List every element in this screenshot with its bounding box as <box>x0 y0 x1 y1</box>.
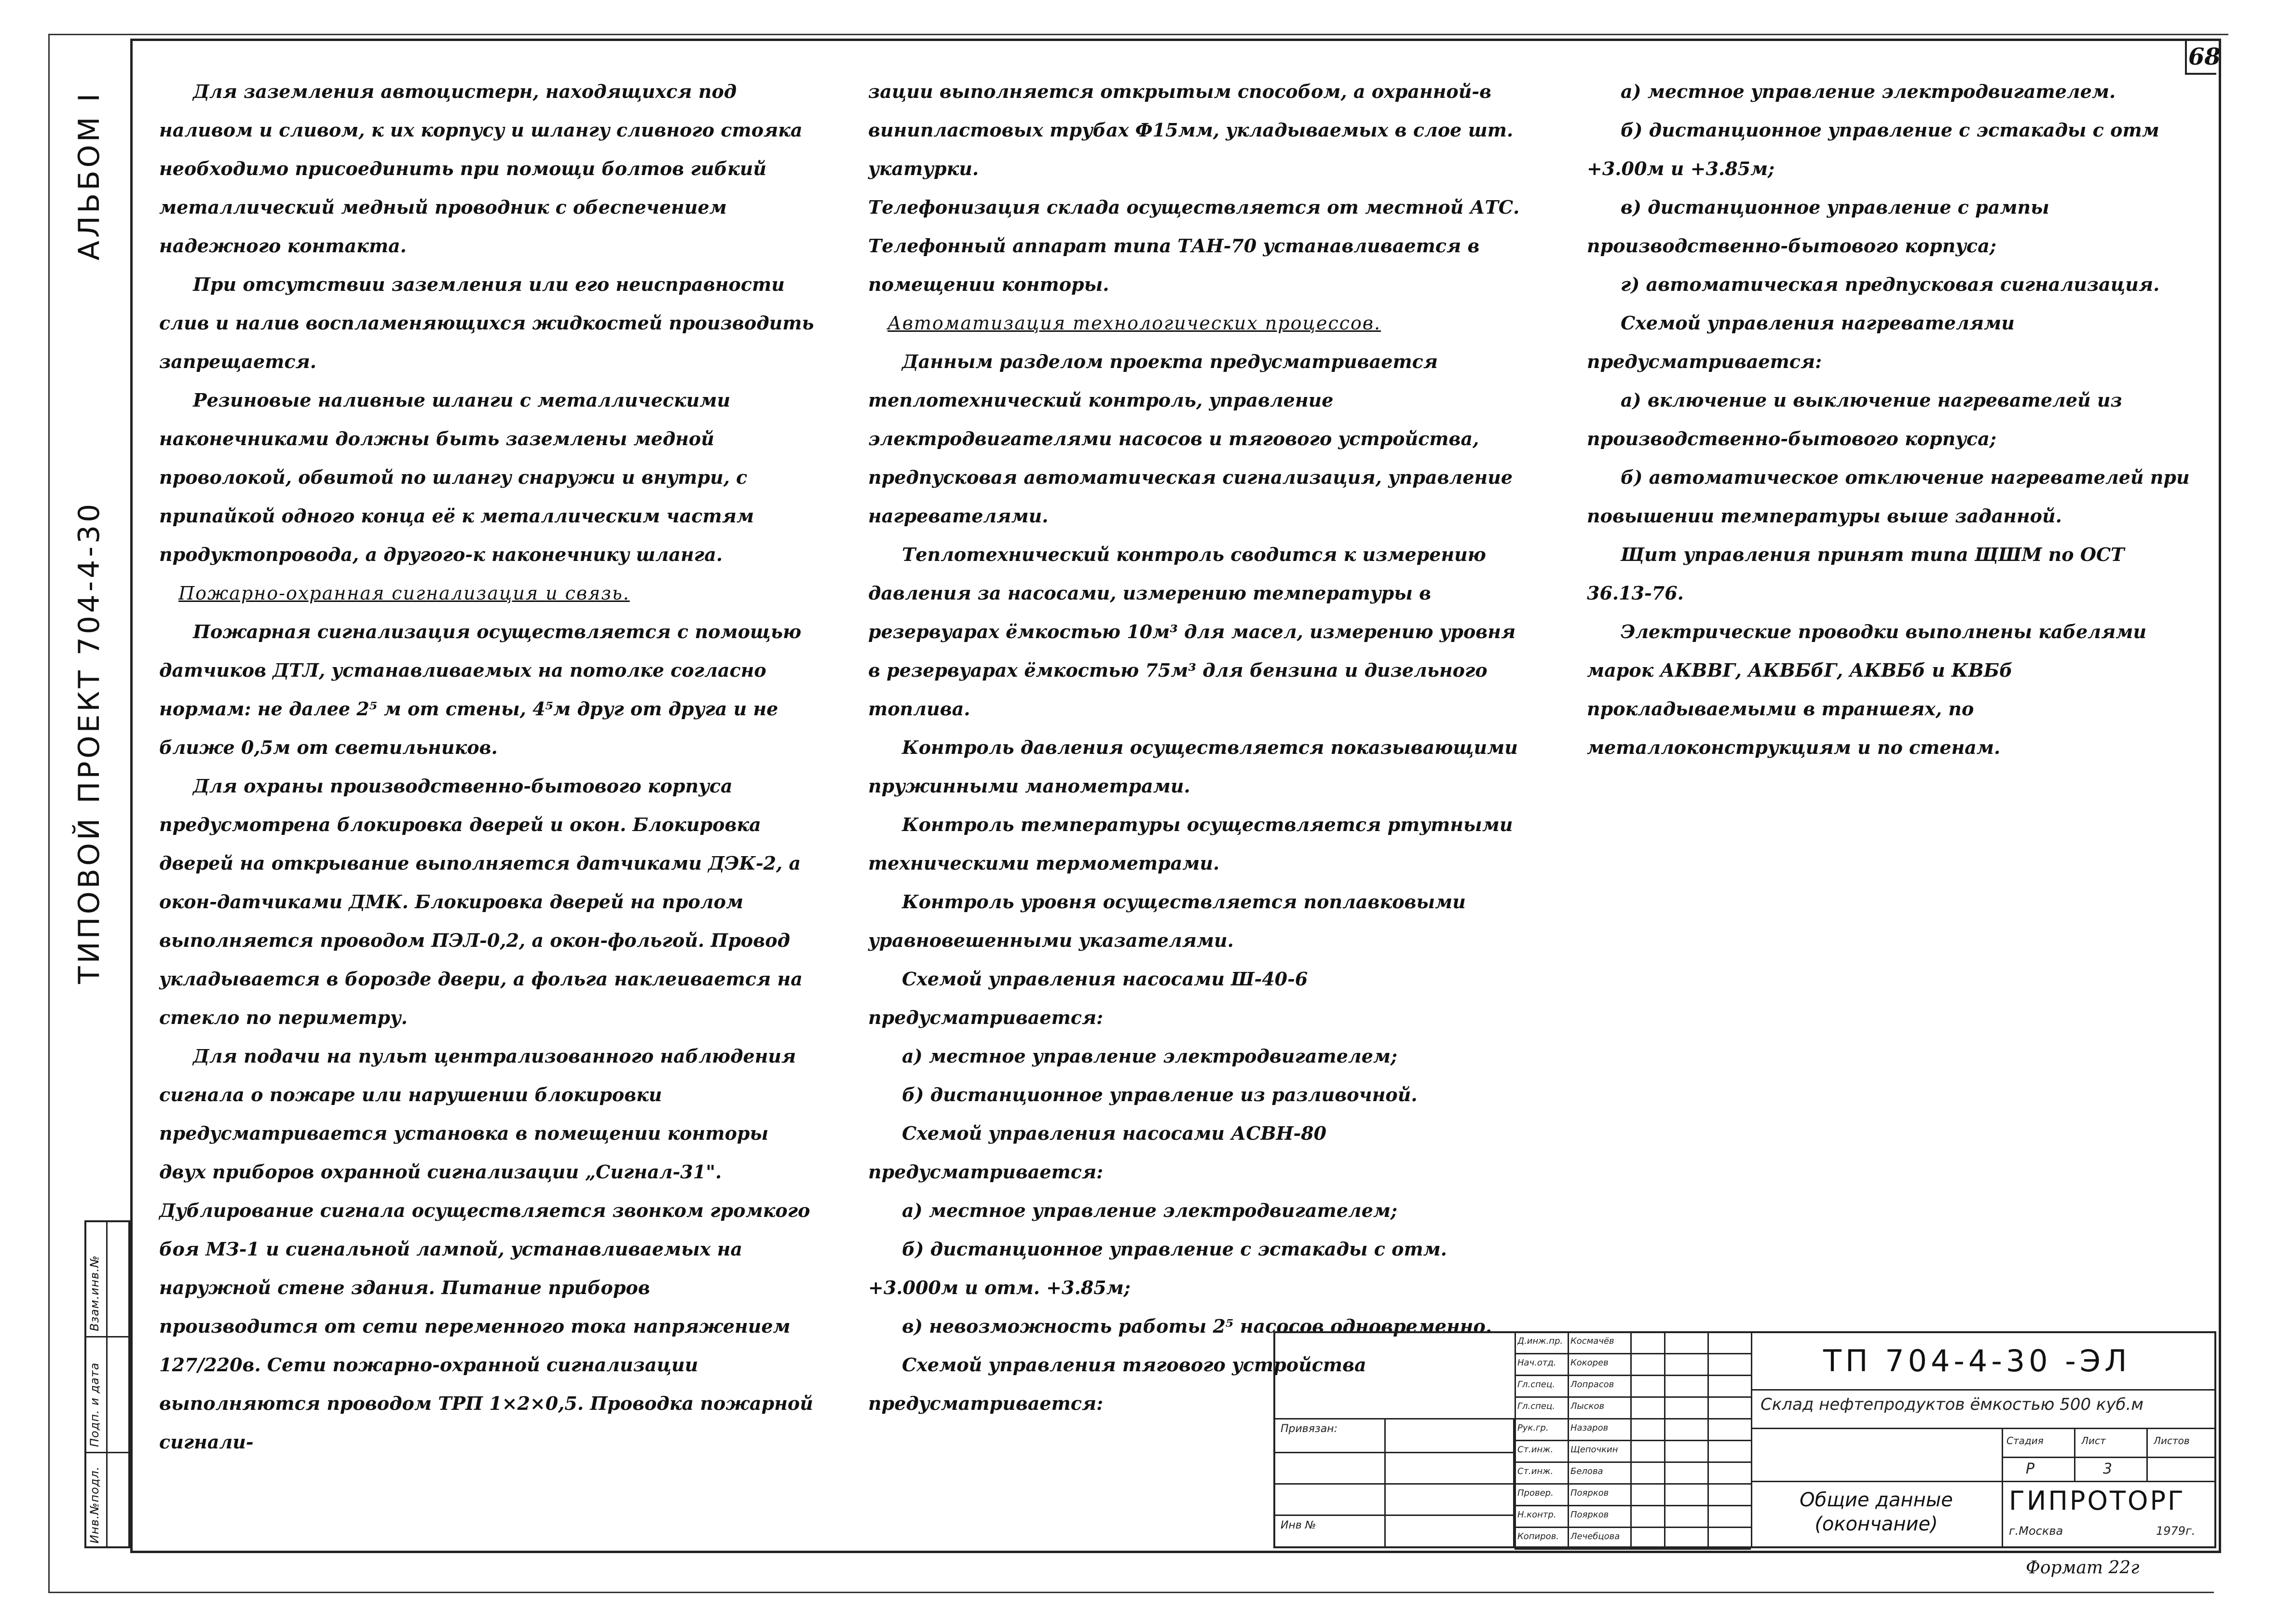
tb-col <box>2074 1428 2075 1481</box>
signature-role: Рук.гр. <box>1517 1423 1549 1433</box>
paragraph: Резиновые наливные шланги с металлическими наконечниками должны быть заземлены медной проволокой, обвитой по шлангу снаружи и внутри, с припайкой одного конца её к металлическим частям продуктопровода, а другого-к наконечнику шланга. <box>159 389 754 565</box>
album-label: АЛЬБОМ I <box>72 90 106 260</box>
signature-row-line <box>1515 1483 1751 1485</box>
paragraph: б) автоматическое отключение нагревателей при повышении температуры выше заданной. <box>1587 466 2190 527</box>
signature-row-line <box>1515 1375 1751 1376</box>
city: г.Москва <box>2009 1524 2063 1538</box>
sheet-header: Лист <box>2081 1435 2106 1447</box>
tb-row <box>1751 1481 2216 1482</box>
stage-header: Стадия <box>2006 1435 2044 1447</box>
paragraph: Для подачи на пульт централизованного наблюдения сигнала о пожаре или нарушении блокировки предусматривается установка в помещении конторы двух приборов охранной сигнализации „Сигнал-31". Дублирование сигнала осуществляется звонком громкого боя МЗ-1 и сигнальной лампой, устанавливаемых на наружной стене здания. Питание приборов производится от сети переменного тока напряжением 127/220в. Сети пожарно-охранной сигнализации выполняются проводом ТРП 1×2×0,5. Проводка пожарной сигнали- <box>159 1045 813 1453</box>
side-stamp-text: Взам.инв.№ <box>88 1255 101 1331</box>
project-label: ТИПОВОЙ ПРОЕКТ 704-4-30 <box>72 501 106 984</box>
paragraph: Схемой управления тягового устройства предусматривается: <box>868 1354 1366 1414</box>
sheet-value: 3 <box>2103 1460 2113 1477</box>
paragraph: При отсутствии заземления или его неисправности слив и налив воспламеняющихся жидкостей производить запрещается. <box>159 273 814 372</box>
section-heading: Пожарно-охранная сигнализация и связь. <box>178 583 630 604</box>
tb-col <box>2146 1428 2148 1481</box>
paragraph: б) дистанционное управление с эстакады с отм +3.00м и +3.85м; <box>1587 119 2159 179</box>
side-stamp-divider <box>106 1220 108 1548</box>
paragraph: а) местное управление электродвигателем. <box>1621 81 2116 102</box>
signature-role: Гл.спец. <box>1517 1401 1555 1411</box>
text-column-3 <box>1587 72 2195 767</box>
section-heading: Автоматизация технологических процессов. <box>887 313 1381 334</box>
side-stamp-row <box>84 1336 130 1337</box>
sig-col <box>1751 1331 1752 1548</box>
year: 1979г. <box>2156 1524 2196 1538</box>
signature-role: Д.инж.пр. <box>1517 1336 1563 1346</box>
signature-row-line <box>1515 1461 1751 1463</box>
signature-role: Ст.инж. <box>1517 1445 1554 1455</box>
text-column-1 <box>159 72 815 1461</box>
outer-trim-line-bottom <box>48 1592 2214 1593</box>
paragraph: Для заземления автоцистерн, находящихся под наливом и сливом, к их корпусу и шлангу сливного стояка необходимо присоединить при помощи болтов гибкий металлический медный проводник с обеспечением надежного контакта. <box>159 81 803 257</box>
document-title: Общие данные (окончание) <box>1800 1489 1953 1535</box>
side-stamp-text: Подп. и дата <box>88 1362 101 1447</box>
signature-name: Лопрасов <box>1570 1379 1614 1390</box>
signature-row-line <box>1515 1440 1751 1441</box>
signature-name: Космачёв <box>1570 1336 1614 1346</box>
signature-row-line <box>1515 1505 1751 1506</box>
binding-row <box>1273 1483 1515 1485</box>
binding-col <box>1384 1418 1386 1548</box>
signature-role: Гл.спец. <box>1517 1379 1555 1390</box>
paragraph: Для охраны производственно-бытового корпуса предусмотрена блокировка дверей и окон. Блокировка дверей на открывание выполняется датчиками ДЭК-2, а окон-датчиками ДМК. Блокировка дверей на пролом выполняется проводом ПЭЛ-0,2, а окон-фольгой. Провод укладывается в борозде двери, а фольга наклеивается на стекло по периметру. <box>159 775 803 1028</box>
paragraph: в) невозможность работы 2⁵ насосов одновременно. <box>902 1315 1492 1337</box>
paragraph: Пожарная сигнализация осуществляется с помощью датчиков ДТЛ, устанавливаемых на потолке согласно нормам: не далее 2⁵ м от стены, 4⁵м друг от друга и не ближе 0,5м от светильников. <box>159 621 802 758</box>
stage-value: Р <box>2026 1460 2035 1477</box>
tb-row <box>2002 1457 2216 1458</box>
paragraph: Схемой управления насосами АСВН-80 предусматривается: <box>868 1122 1327 1183</box>
signature-role: Ст.инж. <box>1517 1466 1554 1476</box>
signature-name: Назаров <box>1570 1423 1609 1433</box>
signature-role: Копиров. <box>1517 1531 1559 1542</box>
binding-label: Привязан: <box>1281 1423 1337 1435</box>
paragraph: а) местное управление электродвигателем; <box>902 1045 1398 1067</box>
paragraph: Электрические проводки выполнены кабелями марок АКВВГ, АКВБбГ, АКВБб и КВБб прокладываемыми в траншеях, по металлоконструкциям и по стенам. <box>1587 621 2147 758</box>
binding-row <box>1273 1452 1515 1453</box>
paragraph: Теплотехнический контроль сводится к измерению давления за насосами, измерению температуры в резервуарах ёмкостью 10м³ для масел, измерению уровня в резервуарах ёмкостью 75м³ для бензина и дизельного топлива. <box>868 544 1516 720</box>
paragraph: Контроль температуры осуществляется ртутными техническими термометрами. <box>868 814 1513 874</box>
signature-role: Н.контр. <box>1517 1510 1556 1520</box>
outer-trim-line <box>48 34 2228 35</box>
signature-role: Провер. <box>1517 1488 1554 1498</box>
paragraph: г) автоматическая предпусковая сигнализация. <box>1621 273 2160 295</box>
signature-name: Лысков <box>1570 1401 1605 1411</box>
sheet-number: 68 <box>2188 43 2221 70</box>
tb-row <box>1751 1389 2216 1391</box>
organization: ГИПРОТОРГ <box>2009 1486 2185 1516</box>
drawing-code: ТП 704-4-30 -ЭЛ <box>1823 1343 2131 1378</box>
inv-label: Инв № <box>1281 1519 1316 1531</box>
signature-name: Лечебцова <box>1570 1531 1620 1542</box>
signature-name: Поярков <box>1570 1510 1609 1520</box>
paragraph: Контроль уровня осуществляется поплавковыми уравновешенными указателями. <box>868 891 1466 951</box>
paper-format: Формат 22г <box>2026 1558 2140 1578</box>
paragraph: б) дистанционное управление из разливочной. <box>902 1084 1418 1105</box>
text-column-2 <box>868 72 1524 1423</box>
signature-row-line <box>1515 1418 1751 1419</box>
signature-name: Белова <box>1570 1466 1603 1476</box>
side-stamp-text: Инв.№подл. <box>88 1466 101 1543</box>
paragraph: а) включение и выключение нагревателей из производственно-бытового корпуса; <box>1587 389 2122 450</box>
signature-row-line <box>1515 1527 1751 1528</box>
paragraph: Схемой управления насосами Ш-40-6 предусматривается: <box>868 968 1308 1028</box>
object-name: Склад нефтепродуктов ёмкостью 500 куб.м <box>1760 1396 2143 1413</box>
signature-row-line <box>1515 1396 1751 1398</box>
paragraph: зации выполняется открытым способом, а охранной-в винипластовых трубах Ф15мм, укладываемых в слое шт. укатурки. <box>868 81 1514 179</box>
paragraph: Схемой управления нагревателями предусматривается: <box>1587 312 2015 372</box>
paragraph: в) дистанционное управление с рампы производственно-бытового корпуса; <box>1587 196 2049 257</box>
signature-row-line <box>1515 1353 1751 1354</box>
paragraph: Данным разделом проекта предусматривается теплотехнический контроль, управление электродвигателями насосов и тягового устройства, предпусковая автоматическая сигнализация, управление нагревателями. <box>868 351 1513 527</box>
signature-name: Поярков <box>1570 1488 1609 1498</box>
signature-name: Щепочкин <box>1570 1445 1618 1455</box>
signature-name: Кокорев <box>1570 1358 1609 1368</box>
side-stamp-row <box>84 1452 130 1453</box>
paragraph: Щит управления принят типа ЩШМ по ОСТ 36.13-76. <box>1587 544 2125 604</box>
binding-row <box>1273 1515 1515 1516</box>
sheets-header: Листов <box>2154 1435 2190 1447</box>
tb-col <box>2002 1428 2003 1548</box>
signature-row-line <box>1515 1548 1751 1550</box>
paragraph: Контроль давления осуществляется показывающими пружинными манометрами. <box>868 737 1518 797</box>
paragraph: Телефонизация склада осуществляется от местной АТС. Телефонный аппарат типа ТАН-70 устанавливается в помещении конторы. <box>868 196 1520 295</box>
paragraph: а) местное управление электродвигателем; <box>902 1200 1398 1221</box>
paragraph: б) дистанционное управление с эстакады с отм. +3.000м и отм. +3.85м; <box>868 1238 1447 1298</box>
signature-role: Нач.отд. <box>1517 1358 1556 1368</box>
outer-trim-line-left <box>48 34 50 1592</box>
